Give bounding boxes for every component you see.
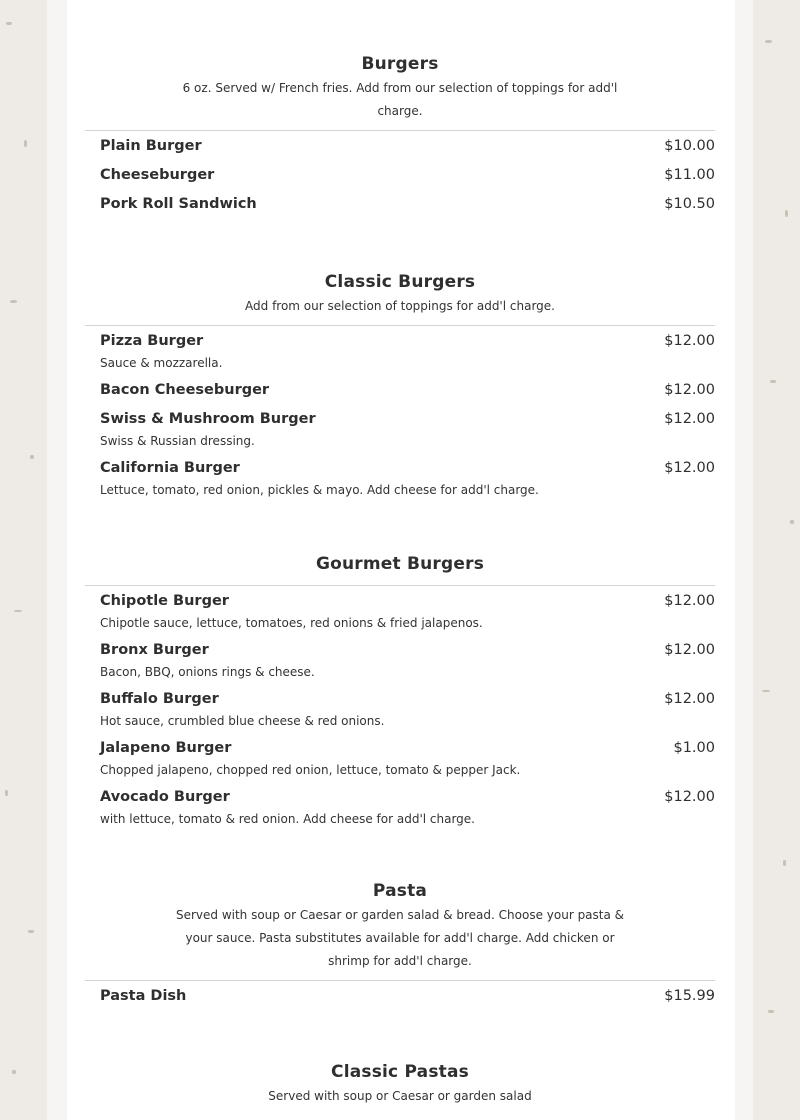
menu-item — [85, 132, 715, 161]
item-price: $10.50 — [664, 196, 715, 212]
item-price: $12.00 — [664, 411, 715, 427]
section-title: Burgers — [361, 54, 439, 74]
item-description: Sauce & mozzarella. — [100, 356, 223, 370]
item-price: $10.00 — [664, 138, 715, 154]
menu-item — [85, 734, 715, 783]
section-gourmet-burgers — [85, 503, 715, 832]
section-title: Gourmet Burgers — [315, 554, 485, 574]
item-description: Chipotle sauce, lettuce, tomatoes, red onions & fried jalapenos. — [100, 616, 483, 630]
item-name: Pizza Burger — [100, 333, 204, 349]
menu-item — [85, 454, 715, 503]
item-description: Hot sauce, crumbled blue cheese & red onions. — [100, 714, 385, 728]
item-price: $12.00 — [664, 382, 715, 398]
item-name: Cheeseburger — [100, 167, 215, 183]
section-pasta — [85, 832, 715, 1011]
menu-item — [85, 190, 715, 219]
item-description: Bacon, BBQ, onions rings & cheese. — [100, 665, 315, 679]
item-price: $1.00 — [673, 740, 715, 756]
section-title: Pasta — [372, 881, 428, 901]
item-description: Lettuce, tomato, red onion, pickles & mayo. Add cheese for add'l charge. — [100, 483, 539, 497]
item-description: with lettuce, tomato & red onion. Add cheese for add'l charge. — [100, 812, 475, 826]
item-price: $12.00 — [664, 691, 715, 707]
menu-content — [85, 0, 715, 1108]
item-name: California Burger — [100, 460, 240, 476]
item-price: $12.00 — [664, 642, 715, 658]
menu-item — [85, 405, 715, 454]
item-price: $12.00 — [664, 333, 715, 349]
item-name: Chipotle Burger — [100, 593, 229, 609]
menu-item — [85, 982, 715, 1011]
item-name: Bacon Cheeseburger — [100, 382, 270, 398]
item-price: $12.00 — [664, 593, 715, 609]
menu-item — [85, 636, 715, 685]
section-title: Classic Burgers — [324, 272, 476, 292]
section-burgers — [85, 0, 715, 219]
item-price: $11.00 — [664, 167, 715, 183]
menu-item — [85, 685, 715, 734]
section-classic-burgers — [85, 219, 715, 503]
section-description: 6 oz. Served w/ French fries. Add from our selection of toppings for add'l charge. — [182, 81, 618, 118]
section-description: Served with soup or Caesar or garden salad & bread. Choose your pasta & your sauce. Pasta substitutes available for add'l charge. Add chicken or shrimp for add'l charge. — [175, 908, 625, 968]
menu-item — [85, 587, 715, 636]
item-name: Jalapeno Burger — [100, 740, 232, 756]
menu-item — [85, 327, 715, 376]
item-name: Pork Roll Sandwich — [100, 196, 257, 212]
section-description: Add from our selection of toppings for add'l charge. — [245, 299, 555, 313]
item-name: Pasta Dish — [100, 988, 187, 1004]
item-description: Swiss & Russian dressing. — [100, 434, 255, 448]
item-name: Plain Burger — [100, 138, 202, 154]
item-description: Chopped jalapeno, chopped red onion, lettuce, tomato & pepper Jack. — [100, 763, 521, 777]
menu-item — [85, 783, 715, 832]
item-price: $12.00 — [664, 460, 715, 476]
section-description: Served with soup or Caesar or garden salad — [268, 1089, 532, 1103]
item-price: $15.99 — [664, 988, 715, 1004]
item-name: Buffalo Burger — [100, 691, 219, 707]
item-name: Avocado Burger — [100, 789, 230, 805]
menu-item — [85, 376, 715, 405]
item-name: Bronx Burger — [100, 642, 209, 658]
section-title: Classic Pastas — [331, 1062, 469, 1082]
menu-item — [85, 161, 715, 190]
section-classic-pastas — [85, 1011, 715, 1108]
item-name: Swiss & Mushroom Burger — [100, 411, 316, 427]
item-price: $12.00 — [664, 789, 715, 805]
